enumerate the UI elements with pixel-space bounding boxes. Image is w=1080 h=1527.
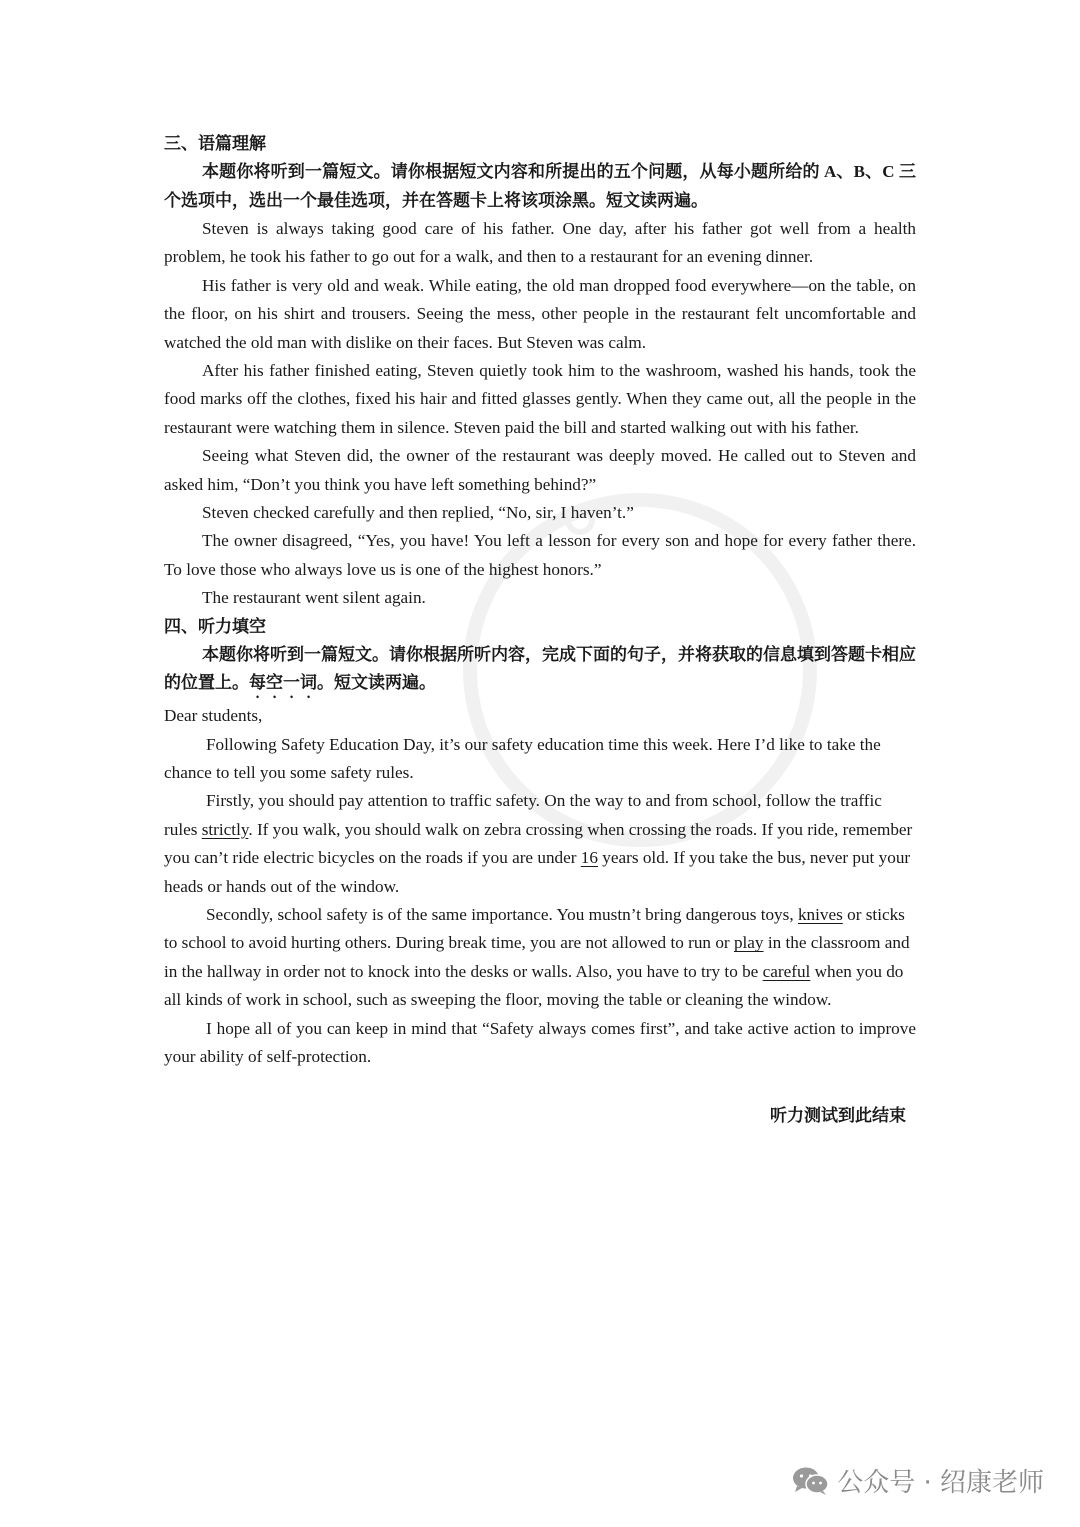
- letter-text: or sticks to school to avoid hurting others. During break time, you are not allowed to run or: [164, 905, 905, 953]
- answer-blank: 16: [580, 848, 598, 868]
- story-paragraph: Steven is always taking good care of his father. One day, after his father got well from a health problem, he took his father to go out for a walk, and then to a restaurant for an evening dinner.: [164, 219, 916, 267]
- letter-paragraph: [164, 787, 916, 901]
- answer-blank: careful: [762, 961, 811, 981]
- instruction-emphasis: 每空一词: [249, 673, 317, 693]
- story-paragraph: Seeing what Steven did, the owner of the restaurant was deeply moved. He called out to Steven and asked him, “Don’t you think you have left something behind?”: [164, 446, 916, 494]
- instruction-text: 本题你将听到一篇短文。请你根据所听内容，完成下面的句子，并将获取的信息填到答题卡相应的位置上。: [164, 644, 916, 693]
- letter-text: years old. If you take the bus, never put your heads or hands out of the window.: [164, 848, 911, 896]
- watermark-text: 公众号 · 绍康老师: [837, 1468, 1044, 1498]
- wechat-icon: [791, 1466, 829, 1496]
- wechat-watermark: [791, 1462, 1044, 1499]
- letter-text: . If you walk, you should walk on zebra crossing when crossing the roads. If you ride, remember you can’t ride electric bicycles on the roads if you are under: [164, 819, 913, 868]
- story-paragraph: The owner disagreed, “Yes, you have! You left a lesson for every son and hope for every father there. To love those who always love us is one of the highest honors.”: [164, 531, 916, 579]
- section3-heading: 三、语篇理解: [164, 134, 266, 153]
- answer-blank: play: [733, 933, 764, 953]
- answer-blank: knives: [797, 905, 843, 925]
- answer-blank: strictly: [201, 819, 249, 839]
- test-end-text: 听力测试到此结束: [770, 1106, 906, 1126]
- letter-paragraph: [164, 901, 916, 1015]
- letter-paragraph: I hope all of you can keep in mind that “Safety always comes first”, and take active action to improve your ability of self-protection.: [164, 1018, 916, 1067]
- section4-heading: 四、听力填空: [164, 616, 266, 636]
- letter-text: when you do all kinds of work in school, such as sweeping the floor, moving the table or cleaning the window.: [164, 961, 904, 1010]
- story-paragraph: The restaurant went silent again.: [202, 588, 426, 608]
- letter-paragraph: Following Safety Education Day, it’s our safety education time this week. Here I’d like to take the chance to tell you some safety rules.: [164, 734, 881, 782]
- section4-instruction: [164, 641, 916, 703]
- story-paragraph: After his father finished eating, Steven quietly took him to the washroom, washed his hands, took the food marks off the clothes, fixed his hair and fitted glasses gently. When they came out, all the people in the restaurant were watching them in silence. Steven paid the bill and started walking out with his father.: [164, 361, 916, 437]
- letter-text: Secondly, school safety is of the same importance. You mustn’t bring dangerous toys,: [206, 905, 798, 925]
- letter-text: in the classroom and in the hallway in order not to knock into the desks or walls. Also, you have to try to be: [164, 933, 910, 981]
- instruction-text: 。短文读两遍。: [317, 673, 436, 693]
- story-paragraph: His father is very old and weak. While eating, the old man dropped food everywhere—on the table, on the floor, on his shirt and trousers. Seeing the mess, other people in the restaurant felt uncomfortable and watched the old man with dislike on their faces. But Steven was calm.: [164, 275, 916, 352]
- story-paragraph: Steven checked carefully and then replied, “No, sir, I haven’t.”: [202, 503, 634, 523]
- letter-salutation: Dear students,: [164, 706, 263, 726]
- letter-text: Firstly, you should pay attention to traffic safety. On the way to and from school, follow the traffic rules: [164, 791, 882, 839]
- exam-page: [164, 130, 916, 1126]
- section3-instruction: 本题你将听到一篇短文。请你根据短文内容和所提出的五个问题，从每小题所给的 A、B、C 三个选项中，选出一个最佳选项，并在答题卡上将该项涂黑。短文读两遍。: [164, 162, 916, 210]
